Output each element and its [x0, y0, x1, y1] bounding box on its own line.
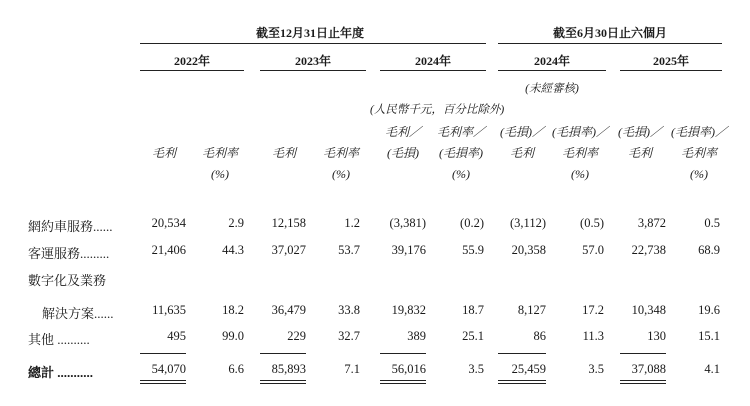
colhead-gross-loss-rate-2024h1-l2: 毛利率 — [561, 146, 598, 160]
table-cell: 389 — [407, 329, 426, 343]
year-rule-2025-h1 — [620, 70, 722, 71]
colhead-gross-margin-loss-2024-l2: (毛損率) — [439, 146, 483, 160]
table-cell: 37,027 — [271, 243, 306, 257]
colhead-gross-profit-loss-2024-l1: 毛利／ — [384, 125, 421, 139]
table-cell: 495 — [167, 329, 186, 343]
table-cell: 86 — [533, 329, 546, 343]
year-2022: 2022年 — [173, 54, 210, 68]
colhead-gross-loss-rate-2025h1-l1: (毛損率)／ — [671, 125, 727, 139]
table-cell: 22,738 — [631, 243, 666, 257]
double-rule-b-2022 — [140, 383, 186, 384]
double-rule-a-2025-h1 — [620, 380, 666, 381]
colhead-gross-margin-2023: 毛利率 — [322, 146, 359, 160]
row-label-digital-business: 數字化及業務 — [28, 273, 107, 288]
table-cell: 44.3 — [222, 243, 244, 257]
row-label-ride-hailing: 網約車服務...... — [28, 219, 113, 234]
double-rule-a-2023 — [260, 380, 306, 381]
year-2024-h1: 2024年 — [533, 54, 570, 68]
table-cell: 39,176 — [391, 243, 426, 257]
table-cell: 25,459 — [511, 362, 546, 376]
colhead-gross-profit-loss-2024-l2: (毛損) — [387, 146, 419, 160]
table-cell: 18.2 — [222, 303, 244, 317]
table-cell: 18.7 — [462, 303, 484, 317]
colhead-percent-2023: (%) — [332, 167, 350, 181]
colhead-gross-margin-2022: 毛利率 — [201, 146, 238, 160]
table-cell: 37,088 — [631, 362, 666, 376]
table-cell: 68.9 — [698, 243, 720, 257]
table-cell: 130 — [647, 329, 666, 343]
group-header-fiscal-year: 截至12月31日止年度 — [255, 26, 364, 40]
row-label-others: 其他 .......... — [28, 332, 90, 347]
year-rule-2022 — [140, 70, 244, 71]
table-cell: 21,406 — [151, 243, 186, 257]
table-cell: 56,016 — [391, 362, 426, 376]
colhead-gross-loss-rate-2024h1-l1: (毛損率)／ — [552, 125, 608, 139]
colhead-percent-2024: (%) — [452, 167, 470, 181]
year-2025-h1: 2025年 — [652, 54, 689, 68]
sum-rule-2024-h1 — [498, 353, 546, 354]
table-cell: 11.3 — [582, 329, 604, 343]
table-cell: 19.6 — [698, 303, 720, 317]
table-cell: 19,832 — [391, 303, 426, 317]
table-cell: (0.2) — [460, 216, 484, 230]
sum-rule-2024 — [380, 353, 426, 354]
group-rule-six-months — [498, 43, 722, 44]
year-rule-2024 — [380, 70, 486, 71]
year-rule-2024-h1 — [498, 70, 606, 71]
table-cell: 229 — [287, 329, 306, 343]
double-rule-a-2022 — [140, 380, 186, 381]
year-rule-2023 — [260, 70, 366, 71]
table-cell: 2.9 — [228, 216, 244, 230]
table-cell: 33.8 — [338, 303, 360, 317]
group-header-six-months: 截至6月30日止六個月 — [552, 26, 667, 40]
table-cell: (0.5) — [580, 216, 604, 230]
table-cell: 8,127 — [517, 303, 546, 317]
table-cell: 3.5 — [588, 362, 604, 376]
table-cell: 32.7 — [338, 329, 360, 343]
double-rule-b-2023 — [260, 383, 306, 384]
year-2024: 2024年 — [414, 54, 451, 68]
double-rule-b-2025-h1 — [620, 383, 666, 384]
table-cell: 0.5 — [704, 216, 720, 230]
table-cell: 55.9 — [462, 243, 484, 257]
row-label-total: 總計 ........... — [28, 365, 94, 380]
table-cell: 3.5 — [468, 362, 484, 376]
colhead-gross-profit-2022: 毛利 — [151, 146, 176, 160]
sum-rule-2022 — [140, 353, 186, 354]
double-rule-b-2024 — [380, 383, 426, 384]
table-cell: (3,381) — [389, 216, 426, 230]
colhead-gross-loss-profit-2024h1-l1: (毛損)／ — [500, 125, 544, 139]
table-cell: 7.1 — [344, 362, 360, 376]
table-cell: 4.1 — [704, 362, 720, 376]
table-cell: 10,348 — [631, 303, 666, 317]
table-cell: 54,070 — [151, 362, 186, 376]
double-rule-a-2024 — [380, 380, 426, 381]
table-cell: 3,872 — [637, 216, 666, 230]
table-cell: 20,358 — [511, 243, 546, 257]
table-cell: (3,112) — [510, 216, 546, 230]
colhead-gross-profit-2023: 毛利 — [271, 146, 296, 160]
group-rule-fiscal-year — [140, 43, 486, 44]
table-cell: 53.7 — [338, 243, 360, 257]
currency-note: (人民幣千元，百分比除外) — [370, 104, 505, 116]
double-rule-a-2024-h1 — [498, 380, 546, 381]
table-cell: 17.2 — [582, 303, 604, 317]
colhead-gross-loss-profit-2025h1-l1: (毛損)／ — [618, 125, 662, 139]
table-cell: 12,158 — [271, 216, 306, 230]
table-cell: 99.0 — [222, 329, 244, 343]
row-label-passenger-transport: 客運服務......... — [28, 246, 110, 261]
unaudited-note: (未經審核) — [525, 83, 579, 95]
table-cell: 36,479 — [271, 303, 306, 317]
colhead-percent-2025h1: (%) — [690, 167, 708, 181]
sum-rule-2023 — [260, 353, 306, 354]
table-cell: 6.6 — [228, 362, 244, 376]
double-rule-b-2024-h1 — [498, 383, 546, 384]
colhead-gross-margin-loss-2024-l1: 毛利率／ — [436, 125, 485, 139]
table-cell: 15.1 — [698, 329, 720, 343]
colhead-percent-2022: (%) — [211, 167, 229, 181]
sum-rule-2025-h1 — [620, 353, 666, 354]
table-cell: 11,635 — [152, 303, 186, 317]
colhead-percent-2024h1: (%) — [571, 167, 589, 181]
colhead-gross-loss-profit-2025h1-l2: 毛利 — [627, 146, 652, 160]
table-cell: 85,893 — [271, 362, 306, 376]
table-cell: 20,534 — [151, 216, 186, 230]
colhead-gross-loss-profit-2024h1-l2: 毛利 — [509, 146, 534, 160]
table-cell: 57.0 — [582, 243, 604, 257]
table-cell: 1.2 — [344, 216, 360, 230]
year-2023: 2023年 — [294, 54, 331, 68]
table-cell: 25.1 — [462, 329, 484, 343]
row-label-solutions: 解決方案...... — [42, 306, 114, 321]
colhead-gross-loss-rate-2025h1-l2: 毛利率 — [680, 146, 717, 160]
